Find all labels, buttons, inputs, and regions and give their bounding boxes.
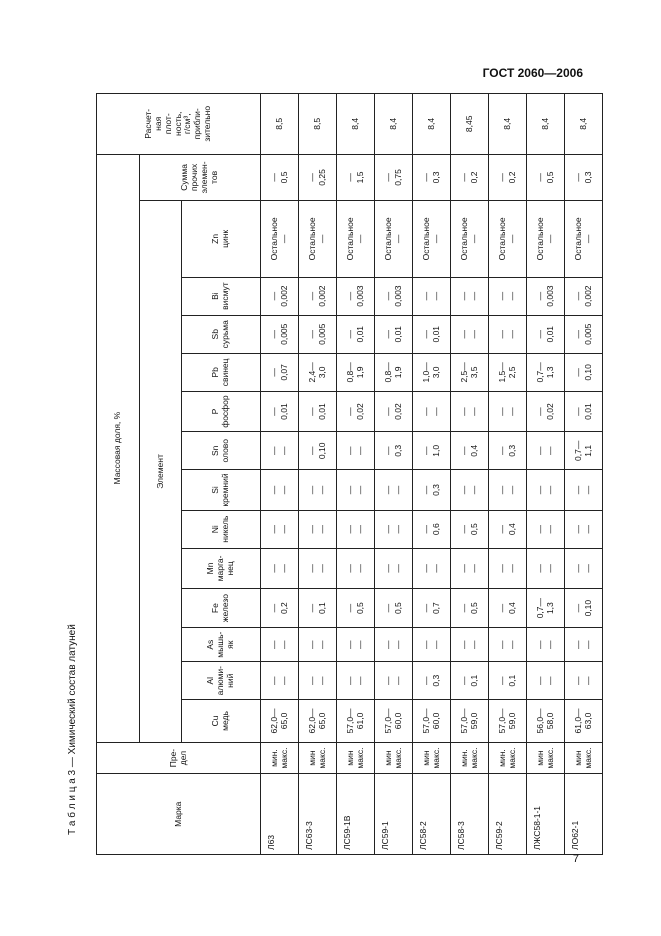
value-cell: Остальное — bbox=[565, 201, 603, 277]
value-cell: 56,0— 58,0 bbox=[527, 700, 565, 742]
value-cell: — 0,75 bbox=[375, 154, 413, 201]
value-cell: — — bbox=[565, 628, 603, 662]
value-cell: — — bbox=[337, 662, 375, 700]
element-header: Ni никель bbox=[182, 510, 261, 548]
value-cell: — — bbox=[261, 510, 299, 548]
density-cell: 8,4 bbox=[489, 94, 527, 155]
value-cell: 61,0— 63,0 bbox=[565, 700, 603, 742]
value-cell: — 0,7 bbox=[413, 589, 451, 628]
value-cell: 62,0— 65,0 bbox=[261, 700, 299, 742]
element-header: Bi висмут bbox=[182, 277, 261, 315]
limit-cell: мин. макс. bbox=[451, 742, 489, 774]
value-cell: — 0,003 bbox=[337, 277, 375, 315]
limit-cell: мин макс. bbox=[337, 742, 375, 774]
limit-label: Пре- дел bbox=[167, 748, 188, 768]
value-cell: — 0,6 bbox=[413, 510, 451, 548]
value-cell: — 0,3 bbox=[413, 470, 451, 510]
table-row bbox=[337, 94, 375, 855]
elem-13: Сумма прочих элемен- тов bbox=[179, 161, 219, 194]
value-cell: — 0,02 bbox=[337, 391, 375, 431]
limit-cell: мин макс. bbox=[527, 742, 565, 774]
value-cell: — — bbox=[337, 470, 375, 510]
value-cell: Остальное — bbox=[527, 201, 565, 277]
value-cell: — 0,01 bbox=[261, 391, 299, 431]
value-cell: — — bbox=[451, 315, 489, 353]
header-other-elements bbox=[140, 154, 261, 201]
value-cell: — — bbox=[451, 470, 489, 510]
element-header: Cu медь bbox=[182, 700, 261, 742]
value-cell: — — bbox=[451, 548, 489, 588]
value-cell: 2,4— 3,0 bbox=[299, 353, 337, 391]
element-header: Si кремний bbox=[182, 470, 261, 510]
limit-cell: мин макс. bbox=[565, 742, 603, 774]
grade-cell: ЛС59-2 bbox=[489, 774, 527, 855]
density-cell: 8,5 bbox=[299, 94, 337, 155]
value-cell: Остальное — bbox=[337, 201, 375, 277]
value-cell: — 0,002 bbox=[565, 277, 603, 315]
chemical-composition-table bbox=[96, 93, 603, 855]
value-cell: — — bbox=[299, 628, 337, 662]
value-cell: — 0,3 bbox=[489, 432, 527, 470]
value-cell: — — bbox=[337, 548, 375, 588]
value-cell: — — bbox=[413, 628, 451, 662]
grade-cell: ЛС59-1 bbox=[375, 774, 413, 855]
value-cell: — — bbox=[527, 432, 565, 470]
value-cell: — — bbox=[413, 277, 451, 315]
table-row bbox=[489, 94, 527, 855]
grade-cell: ЛС59-1В bbox=[337, 774, 375, 855]
header-mass-fraction: Массовая доля, % bbox=[97, 154, 140, 742]
value-cell: — 0,1 bbox=[299, 589, 337, 628]
value-cell: — 0,2 bbox=[451, 154, 489, 201]
value-cell: 57,0— 61,0 bbox=[337, 700, 375, 742]
element-header: Sb сурьма bbox=[182, 315, 261, 353]
value-cell: — — bbox=[527, 548, 565, 588]
value-cell: — 0,25 bbox=[299, 154, 337, 201]
value-cell: — 0,3 bbox=[413, 154, 451, 201]
value-cell: — 0,3 bbox=[413, 662, 451, 700]
value-cell: — — bbox=[565, 510, 603, 548]
grade-cell: ЛС63-3 bbox=[299, 774, 337, 855]
value-cell: — 0,5 bbox=[527, 154, 565, 201]
value-cell: 1,5— 2,5 bbox=[489, 353, 527, 391]
limit-cell: мин. макс. bbox=[261, 742, 299, 774]
element-header: P фосфор bbox=[182, 391, 261, 431]
value-cell: — 0,3 bbox=[375, 432, 413, 470]
value-cell: — — bbox=[451, 628, 489, 662]
value-cell: — — bbox=[261, 432, 299, 470]
value-cell: 57,0— 60,0 bbox=[375, 700, 413, 742]
value-cell: 0,7— 1,1 bbox=[565, 432, 603, 470]
value-cell: — — bbox=[375, 548, 413, 588]
density-cell: 8,45 bbox=[451, 94, 489, 155]
value-cell: — 0,4 bbox=[451, 432, 489, 470]
value-cell: — — bbox=[375, 662, 413, 700]
limit-cell: мин макс. bbox=[299, 742, 337, 774]
value-cell: — — bbox=[451, 391, 489, 431]
value-cell: 57,0— 60,0 bbox=[413, 700, 451, 742]
grade-cell: ЛС58-3 bbox=[451, 774, 489, 855]
value-cell: — — bbox=[489, 470, 527, 510]
value-cell: — — bbox=[299, 548, 337, 588]
table-row bbox=[375, 94, 413, 855]
value-cell: 62,0— 65,0 bbox=[299, 700, 337, 742]
value-cell: — 0,003 bbox=[527, 277, 565, 315]
density-cell: 8,4 bbox=[375, 94, 413, 155]
value-cell: — — bbox=[489, 548, 527, 588]
value-cell: — — bbox=[489, 628, 527, 662]
value-cell: — — bbox=[489, 277, 527, 315]
header-density bbox=[97, 94, 261, 155]
value-cell: — 0,002 bbox=[299, 277, 337, 315]
value-cell: — 0,10 bbox=[565, 353, 603, 391]
grade-cell: Л63 bbox=[261, 774, 299, 855]
value-cell: — 0,10 bbox=[299, 432, 337, 470]
value-cell: — — bbox=[337, 432, 375, 470]
table-row bbox=[299, 94, 337, 855]
value-cell: Остальное — bbox=[489, 201, 527, 277]
value-cell: — — bbox=[565, 470, 603, 510]
value-cell: 57,0— 59,0 bbox=[451, 700, 489, 742]
grade-cell: ЛС58-2 bbox=[413, 774, 451, 855]
value-cell: Остальное — bbox=[413, 201, 451, 277]
value-cell: — — bbox=[565, 548, 603, 588]
value-cell: — — bbox=[565, 662, 603, 700]
value-cell: — 0,5 bbox=[337, 589, 375, 628]
value-cell: — — bbox=[261, 548, 299, 588]
value-cell: — — bbox=[527, 470, 565, 510]
value-cell: — — bbox=[527, 662, 565, 700]
value-cell: — — bbox=[527, 628, 565, 662]
density-cell: 8,4 bbox=[565, 94, 603, 155]
value-cell: — 1,0 bbox=[413, 432, 451, 470]
value-cell: 57,0— 59,0 bbox=[489, 700, 527, 742]
element-header: Pb свинец bbox=[182, 353, 261, 391]
density-cell: 8,4 bbox=[527, 94, 565, 155]
value-cell: — 1,5 bbox=[337, 154, 375, 201]
value-cell: — 0,02 bbox=[527, 391, 565, 431]
value-cell: — 0,3 bbox=[565, 154, 603, 201]
value-cell: — 0,005 bbox=[261, 315, 299, 353]
value-cell: Остальное — bbox=[261, 201, 299, 277]
standard-header: ГОСТ 2060—2006 bbox=[482, 66, 583, 80]
density-cell: 8,5 bbox=[261, 94, 299, 155]
value-cell: 0,7— 1,3 bbox=[527, 353, 565, 391]
value-cell: — 0,5 bbox=[375, 589, 413, 628]
value-cell: — 0,003 bbox=[375, 277, 413, 315]
value-cell: — 0,002 bbox=[261, 277, 299, 315]
limit-cell: мин макс. bbox=[413, 742, 451, 774]
rotated-table-wrapper bbox=[96, 93, 600, 855]
grade-cell: ЛЖС58-1-1 bbox=[527, 774, 565, 855]
density-label: Расчет- ная плот- ность, г/см³, прибли- зительно bbox=[143, 105, 212, 142]
value-cell: — 0,02 bbox=[375, 391, 413, 431]
table-caption: Т а б л и ц а 3 — Химический состав латуней bbox=[67, 624, 78, 835]
value-cell: — — bbox=[261, 470, 299, 510]
value-cell: — 0,005 bbox=[299, 315, 337, 353]
value-cell: — 0,5 bbox=[451, 510, 489, 548]
density-cell: 8,4 bbox=[413, 94, 451, 155]
value-cell: Остальное — bbox=[299, 201, 337, 277]
value-cell: — 0,10 bbox=[565, 589, 603, 628]
header-grade: Марка bbox=[97, 774, 261, 855]
value-cell: 0,7— 1,3 bbox=[527, 589, 565, 628]
value-cell: — — bbox=[527, 510, 565, 548]
value-cell: Остальное — bbox=[451, 201, 489, 277]
value-cell: — — bbox=[337, 510, 375, 548]
value-cell: — 0,1 bbox=[451, 662, 489, 700]
value-cell: — — bbox=[299, 510, 337, 548]
value-cell: — 0,01 bbox=[375, 315, 413, 353]
element-header: Mn марга- нец bbox=[182, 548, 261, 588]
value-cell: — 0,4 bbox=[489, 510, 527, 548]
value-cell: — — bbox=[413, 391, 451, 431]
element-header: Al алюми- ний bbox=[182, 662, 261, 700]
table-row bbox=[451, 94, 489, 855]
value-cell: — — bbox=[489, 315, 527, 353]
table-row bbox=[413, 94, 451, 855]
value-cell: — — bbox=[375, 510, 413, 548]
value-cell: — 0,005 bbox=[565, 315, 603, 353]
limit-cell: мин макс. bbox=[375, 742, 413, 774]
value-cell: — — bbox=[299, 470, 337, 510]
value-cell: — 0,01 bbox=[413, 315, 451, 353]
limit-cell: мин. макс. bbox=[489, 742, 527, 774]
value-cell: — 0,5 bbox=[261, 154, 299, 201]
value-cell: — — bbox=[451, 277, 489, 315]
value-cell: 1,0— 3,0 bbox=[413, 353, 451, 391]
value-cell: — — bbox=[337, 628, 375, 662]
table-row bbox=[527, 94, 565, 855]
value-cell: 0,8— 1,9 bbox=[337, 353, 375, 391]
value-cell: — — bbox=[375, 628, 413, 662]
value-cell: — 0,2 bbox=[261, 589, 299, 628]
header-limit bbox=[97, 742, 261, 774]
density-cell: 8,4 bbox=[337, 94, 375, 155]
value-cell: — — bbox=[299, 662, 337, 700]
element-header: Sn олово bbox=[182, 432, 261, 470]
grade-cell: ЛО62-1 bbox=[565, 774, 603, 855]
value-cell: — 0,01 bbox=[565, 391, 603, 431]
value-cell: — — bbox=[489, 391, 527, 431]
element-header: Fe железо bbox=[182, 589, 261, 628]
value-cell: Остальное — bbox=[375, 201, 413, 277]
value-cell: — 0,07 bbox=[261, 353, 299, 391]
value-cell: — 0,01 bbox=[337, 315, 375, 353]
value-cell: — — bbox=[375, 470, 413, 510]
value-cell: — — bbox=[413, 548, 451, 588]
header-element: Элемент bbox=[140, 201, 182, 742]
element-header: Zn цинк bbox=[182, 201, 261, 277]
value-cell: — 0,4 bbox=[489, 589, 527, 628]
value-cell: — 0,01 bbox=[527, 315, 565, 353]
value-cell: — 0,1 bbox=[489, 662, 527, 700]
value-cell: 0,8— 1,9 bbox=[375, 353, 413, 391]
value-cell: — — bbox=[261, 662, 299, 700]
value-cell: — 0,01 bbox=[299, 391, 337, 431]
value-cell: — 0,5 bbox=[451, 589, 489, 628]
table-row bbox=[565, 94, 603, 855]
value-cell: — — bbox=[261, 628, 299, 662]
value-cell: 2,5— 3,5 bbox=[451, 353, 489, 391]
table-row bbox=[261, 94, 299, 855]
page-number: 7 bbox=[572, 853, 579, 865]
element-header: As мышь- як bbox=[182, 628, 261, 662]
value-cell: — 0,2 bbox=[489, 154, 527, 201]
